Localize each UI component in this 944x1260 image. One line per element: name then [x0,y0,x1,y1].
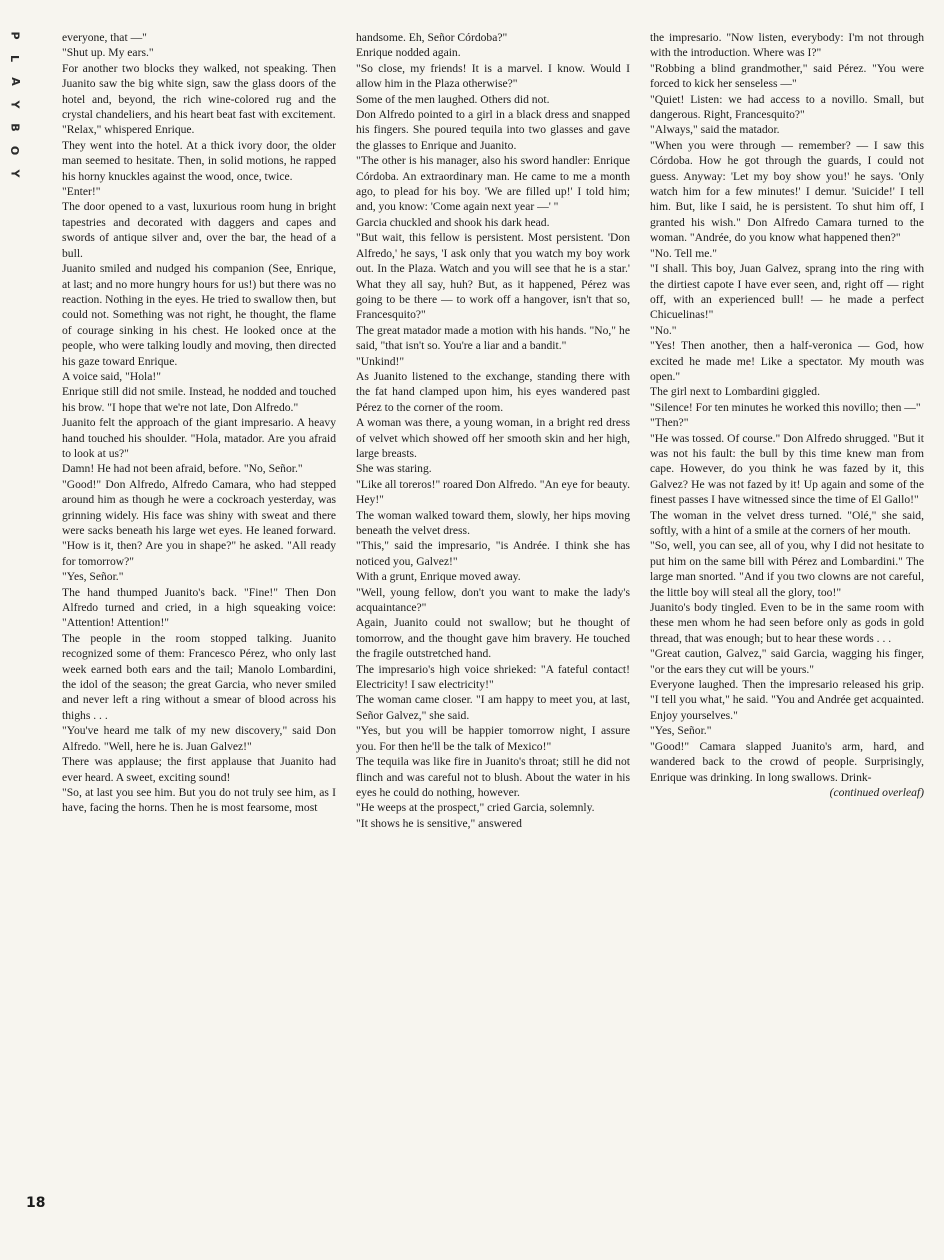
paragraph: "It shows he is sensitive," answered [356,816,522,830]
paragraph: "Silence! For ten minutes he worked this novillo; then —" [650,400,921,414]
masthead [8,30,22,179]
paragraph: "Good!" Camara slapped Juanito's arm, hard, and wandered back to the crowd of people. Surprisingly, Enrique was drinking. In long swallows. Drink- [650,739,924,784]
paragraph: "So, at last you see him. But you do not truly see him, as I have, facing the horns. Then he is most fearsome, most [62,785,336,815]
paragraph: "Yes! Then another, then a half-veronica — God, how excited he made me! Like a spectator. My mouth was open." [650,339,924,383]
paragraph: "Great caution, Galvez," said Garcia, wagging his finger, "or the ears they cut will be yours." [650,647,924,676]
paragraph: The people in the room stopped talking. Juanito recognized some of them: Francesco Pérez, who only last week earned both ears and the tail; Manolo Lombardini, the idol of the season; the great Garcia, who never smiled and never left a ring without a smear of blood across his thighs . . . [62,631,336,722]
paragraph: the impresario. "Now listen, everybody: I'm not through with the introduction. Where was I?" [650,31,924,60]
paragraph: The woman came closer. "I am happy to meet you, at last, Señor Galvez," she said. [356,693,630,722]
paragraph: "But wait, this fellow is persistent. Most persistent. 'Don Alfredo,' he says, 'I ask only that you watch my boy work out. In the Plaza. Watch and you will see that he is a star.' What they all say, huh? But, as it happened, Pérez was going to be there — to work off a hangover, isn't that so, Francesquito?" [356,231,630,322]
article-body [62,30,924,1240]
paragraph: "He weeps at the prospect," cried Garcia, solemnly. [356,801,595,815]
paragraph: "So, well, you can see, all of you, why I did not hesitate to put him on the same bill with Pérez and Lombardini." The large man snorted. "And if you two clowns are not careful, the little boy will steal all the glory, too!" [650,539,924,599]
text-column-3 [650,30,924,1240]
paragraph: "Enter!" [62,185,101,199]
paragraph: The woman in the velvet dress turned. "Olé," she said, softly, with a hint of a smile at the corners of her mouth. [650,508,924,537]
paragraph: With a grunt, Enrique moved away. [356,570,521,584]
paragraph: The woman walked toward them, slowly, her hips moving beneath the velvet dress. [356,508,630,537]
paragraph: Juanito smiled and nudged his companion (See, Enrique, at last; and no more hungry hours for us!) but there was no reaction. Nothing in the eyes. He tried to swallow then, but could not. Something was not right, he thought, the flame of courage sinking in his chest. He looked once at the people, who were talking loudly and moving, then directed his gaze toward Enrique. [62,262,336,368]
paragraph: "Relax," whispered Enrique. [62,123,195,137]
paragraph: "So close, my friends! It is a marvel. I know. Would I allow him in the Plaza otherwise?" [356,61,630,91]
masthead-letter: B [8,123,22,132]
paragraph: Again, Juanito could not swallow; but he thought of tomorrow, and the thought gave him bravery. He touched the fragile outstretched hand. [356,616,630,661]
masthead-letter: P [8,31,22,40]
paragraph: Juanito's body tingled. Even to be in the same room with these men whom he had seen before only as gods in gold thread, that was enough; but to hear these words . . . [650,601,924,645]
paragraph: everyone, that —" [62,31,147,44]
paragraph: "Then?" [650,416,689,430]
paragraph: Juanito felt the approach of the giant impresario. A heavy hand touched his shoulder. "Hola, matador. Are you afraid to look at us?" [62,416,336,460]
text-column-2 [356,30,630,1240]
page-number: 18 [26,1195,46,1211]
paragraph: "When you were through — remember? — I saw this Córdoba. How he got through the guards, I could not guess. Anyway: 'Let my boy show you!' he says. 'Only watch him for a few minutes!' I demur. 'Suicide!' I tell him. But, like I said, he is persistent. To shut him off, I granted his wish." Don Alfredo Camara turned to the woman. "Andrée, do you know what happened then?" [650,138,924,245]
paragraph: "Yes, Señor." [62,570,124,584]
paragraph: "No." [650,323,677,337]
masthead-letter: L [8,54,22,63]
paragraph: "Yes, Señor." [650,724,712,738]
paragraph: The tequila was like fire in Juanito's throat; still he did not flinch and was careful not to blush. About the water in his eyes he could do nothing, however. [356,755,630,799]
paragraph: The great matador made a motion with his hands. "No," he said, "that isn't so. You're a liar and a bandit." [356,323,630,353]
masthead-letter: Y [8,169,22,178]
paragraph: Everyone laughed. Then the impresario released his grip. "I tell you what," he said. "You and Andrée get acquainted. Enjoy yourselves." [650,678,924,722]
paragraph: "I shall. This boy, Juan Galvez, sprang into the ring with the dirtiest capote I have ever seen, and, right off — right off, with an experienced bull! — he made a perfect Chicuelinas!" [650,262,924,322]
paragraph: "Always," said the matador. [650,123,780,137]
masthead-letter: A [8,77,22,86]
continued-note: (continued overleaf) [829,785,924,799]
paragraph: For another two blocks they walked, not speaking. Then Juanito saw the big white sign, saw the glass doors of the hotel and, beyond, the rich wine-colored rug and the crystal chandeliers, and his heart beat fast with excitement. [62,61,336,122]
paragraph: The girl next to Lombardini giggled. [650,385,821,399]
paragraph: Some of the men laughed. Others did not. [356,92,550,106]
paragraph: "The other is his manager, also his sword handler: Enrique Córdoba. An extraordinary man. He came to me a month ago, to plead for his boy. 'We are filled up!' I told him; and, you know: 'Come again next year —' " [356,154,630,214]
paragraph: "Robbing a blind grandmother," said Pérez. "You were forced to kick her senseless —" [650,61,924,91]
paragraph: There was applause; the first applause that Juanito had ever heard. A sweet, exciting sound! [62,755,336,784]
paragraph: "Well, young fellow, don't you want to make the lady's acquaintance?" [356,585,630,615]
paragraph: "You've heard me talk of my new discovery," said Don Alfredo. "Well, here he is. Juan Galvez!" [62,724,336,753]
paragraph: "Unkind!" [356,354,405,368]
paragraph: "Like all toreros!" roared Don Alfredo. "An eye for beauty. Hey!" [356,477,630,507]
paragraph: "Shut up. My ears." [62,46,154,60]
masthead-letter: O [8,145,22,156]
paragraph: As Juanito listened to the exchange, standing there with the fat hand clamped upon him, his eyes wandered past Pérez to the corner of the room. [356,369,630,414]
masthead-letter: Y [8,100,22,109]
text-column-1 [62,30,336,1240]
paragraph: The impresario's high voice shrieked: "A fateful contact! Electricity! I saw electricity!" [356,662,630,692]
paragraph: "He was tossed. Of course." Don Alfredo shrugged. "But it was not his fault: the bull by this time knew man from cape. However, do you think he was fazed by it, this Galvez? He was not fazed by it! Up again and some of the finest passes I have witnessed since the time of El Gallo!" [650,431,924,507]
paragraph: A voice said, "Hola!" [62,369,161,383]
paragraph: Damn! He had not been afraid, before. "No, Señor." [62,462,303,476]
paragraph: Enrique still did not smile. Instead, he nodded and touched his brow. "I hope that we're not late, Don Alfredo." [62,385,336,414]
paragraph: handsome. Eh, Señor Córdoba?" [356,31,508,44]
paragraph: Enrique nodded again. [356,46,461,60]
paragraph: The hand thumped Juanito's back. "Fine!" Then Don Alfredo turned and cried, in a high squeaking voice: "Attention! Attention!" [62,585,336,630]
paragraph: She was staring. [356,462,432,476]
paragraph: The door opened to a vast, luxurious room hung in bright tapestries and decorated with daggers and capes and swords of antique silver and, over the bar, the head of a bull. [62,200,336,260]
paragraph: "Quiet! Listen: we had access to a novillo. Small, but dangerous. Right, Francesquito?" [650,92,924,122]
paragraph: "No. Tell me." [650,246,718,260]
paragraph: "This," said the impresario, "is Andrée. I think she has noticed you, Galvez!" [356,539,630,568]
paragraph: Garcia chuckled and shook his dark head. [356,215,550,229]
paragraph: They went into the hotel. At a thick ivory door, the older man seemed to hesitate. Then, in solid motions, he rapped his horny knuckles against the wood, once, twice. [62,138,336,183]
paragraph: "Yes, but you will be happier tomorrow night, I assure you. For then he'll be the talk of Mexico!" [356,724,630,753]
paragraph: Don Alfredo pointed to a girl in a black dress and snapped his fingers. She poured tequila into two glasses and gave the glasses to Enrique and Juanito. [356,108,630,152]
paragraph: A woman was there, a young woman, in a bright red dress of velvet which showed off her smooth skin and her high, large breasts. [356,416,630,460]
paragraph: "Good!" Don Alfredo, Alfredo Camara, who had stepped around him as though he were a cockroach yesterday, was grinning widely. His face was shiny with sweat and there were sacks beneath his large wet eyes. He leaned forward. "How is it, then? Are you in shape?" he asked. "All ready for tomorrow?" [62,477,336,568]
